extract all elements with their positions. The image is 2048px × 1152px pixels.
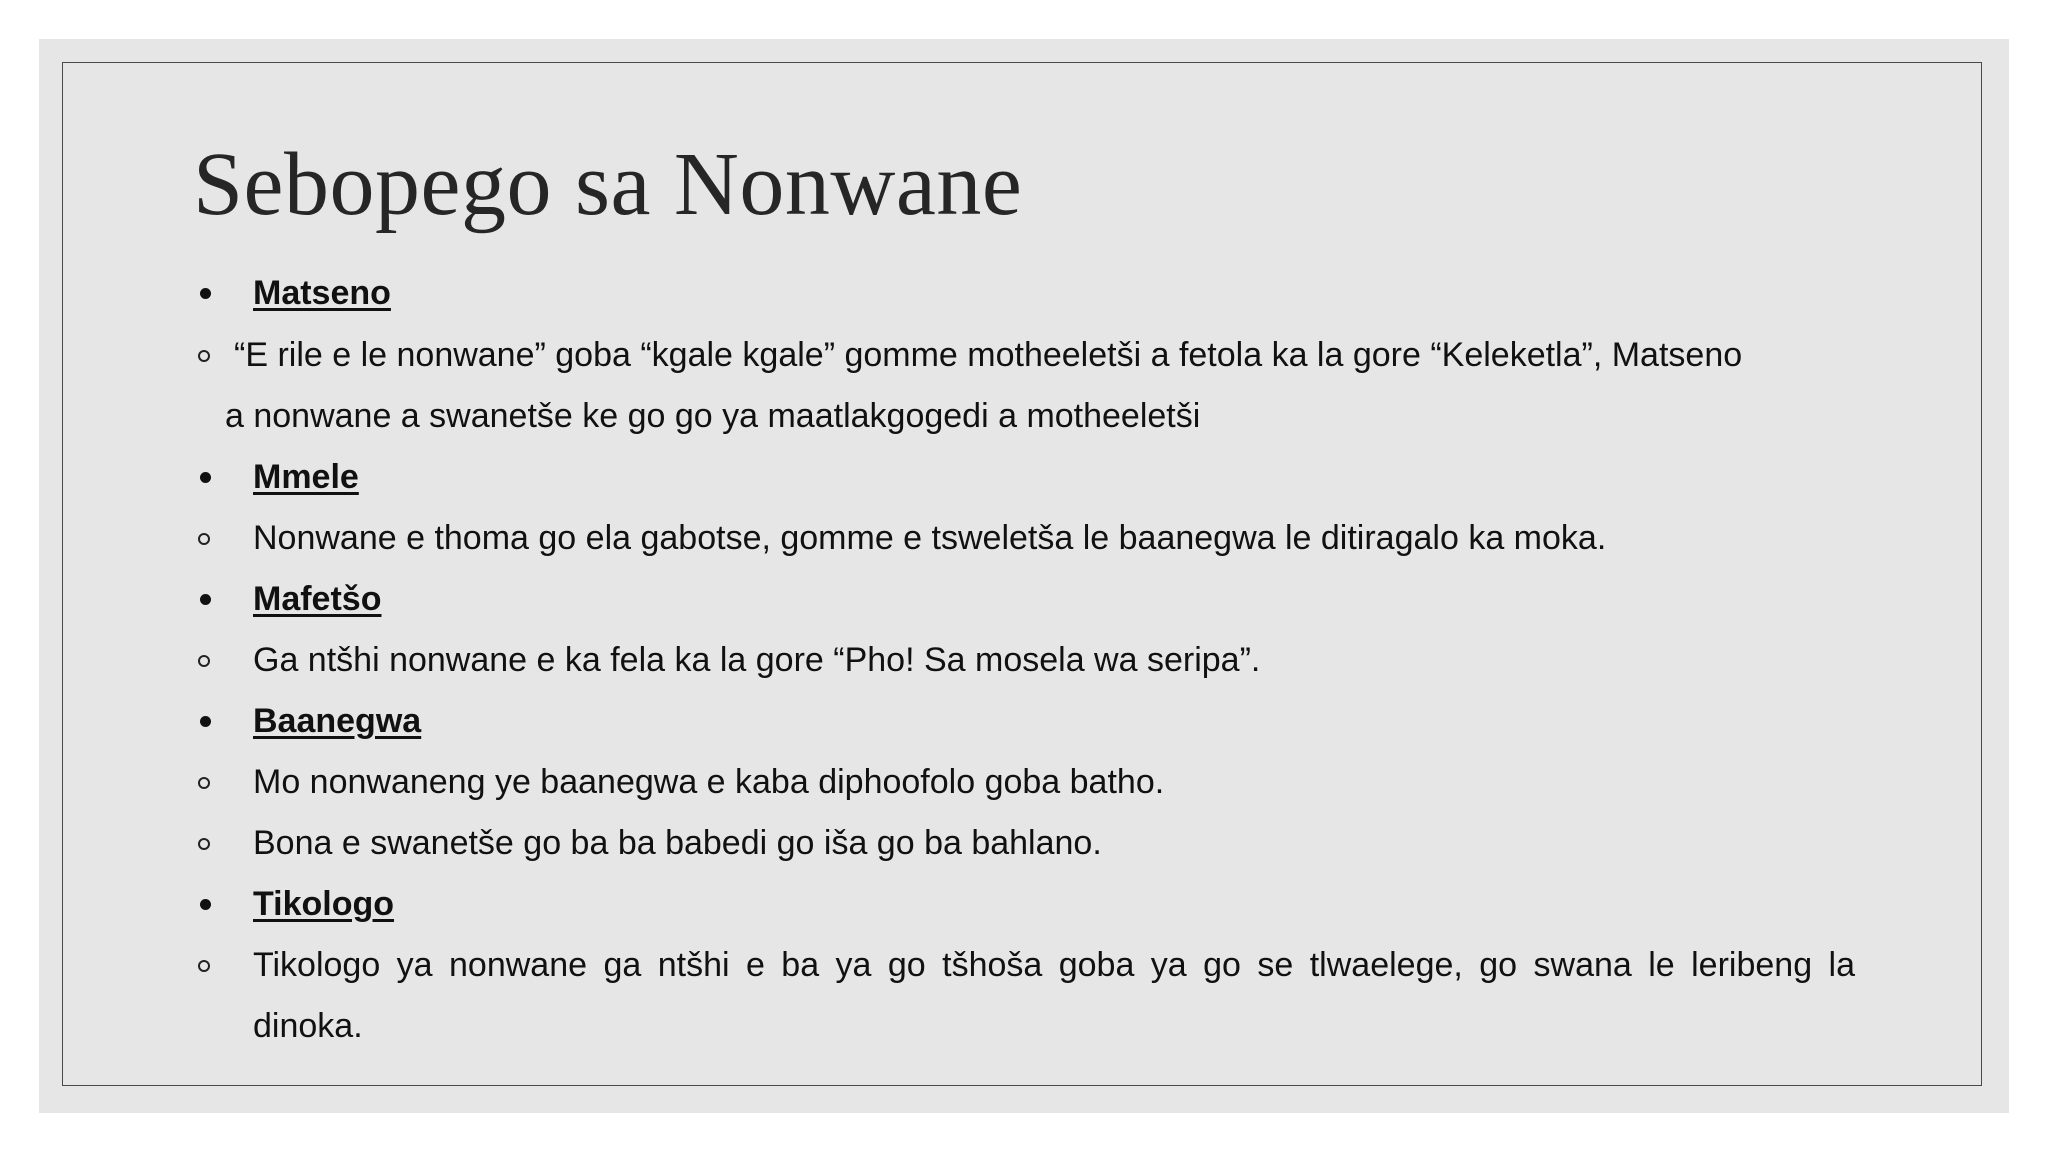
list-item-text: Mo nonwaneng ye baanegwa e kaba diphoofolo goba batho. <box>253 763 1165 801</box>
section-heading: Baanegwa <box>253 702 422 740</box>
list-item-text: Nonwane e thoma go ela gabotse, gomme e tsweletša le baanegwa le ditiragalo ka moka. <box>253 519 1607 557</box>
list-item-text: “E rile e le nonwane” goba “kgale kgale” gomme motheeletši a fetola ka la gore “Keleketla”, Matseno <box>234 336 1743 374</box>
section-heading: Tikologo <box>253 885 395 923</box>
list-item-text: Ga ntšhi nonwane e ka fela ka la gore “Pho! Sa mosela wa seripa”. <box>253 641 1261 679</box>
section-heading: Mafetšo <box>253 580 382 618</box>
section-heading: Matseno <box>253 274 391 312</box>
section-heading: Mmele <box>253 458 359 496</box>
list-item-text: dinoka. <box>253 1007 363 1045</box>
list-item-text: Tikologo ya nonwane ga ntšhi e ba ya go tšhoša goba ya go se tlwaelege, go swana le leribeng la <box>253 946 1855 984</box>
list-item-text: a nonwane a swanetše ke go go ya maatlakgogedi a motheeletši <box>225 397 1201 435</box>
slide-title: Sebopego sa Nonwane <box>193 135 1023 234</box>
list-item-text: Bona e swanetše go ba ba babedi go iša go ba bahlano. <box>253 824 1102 862</box>
